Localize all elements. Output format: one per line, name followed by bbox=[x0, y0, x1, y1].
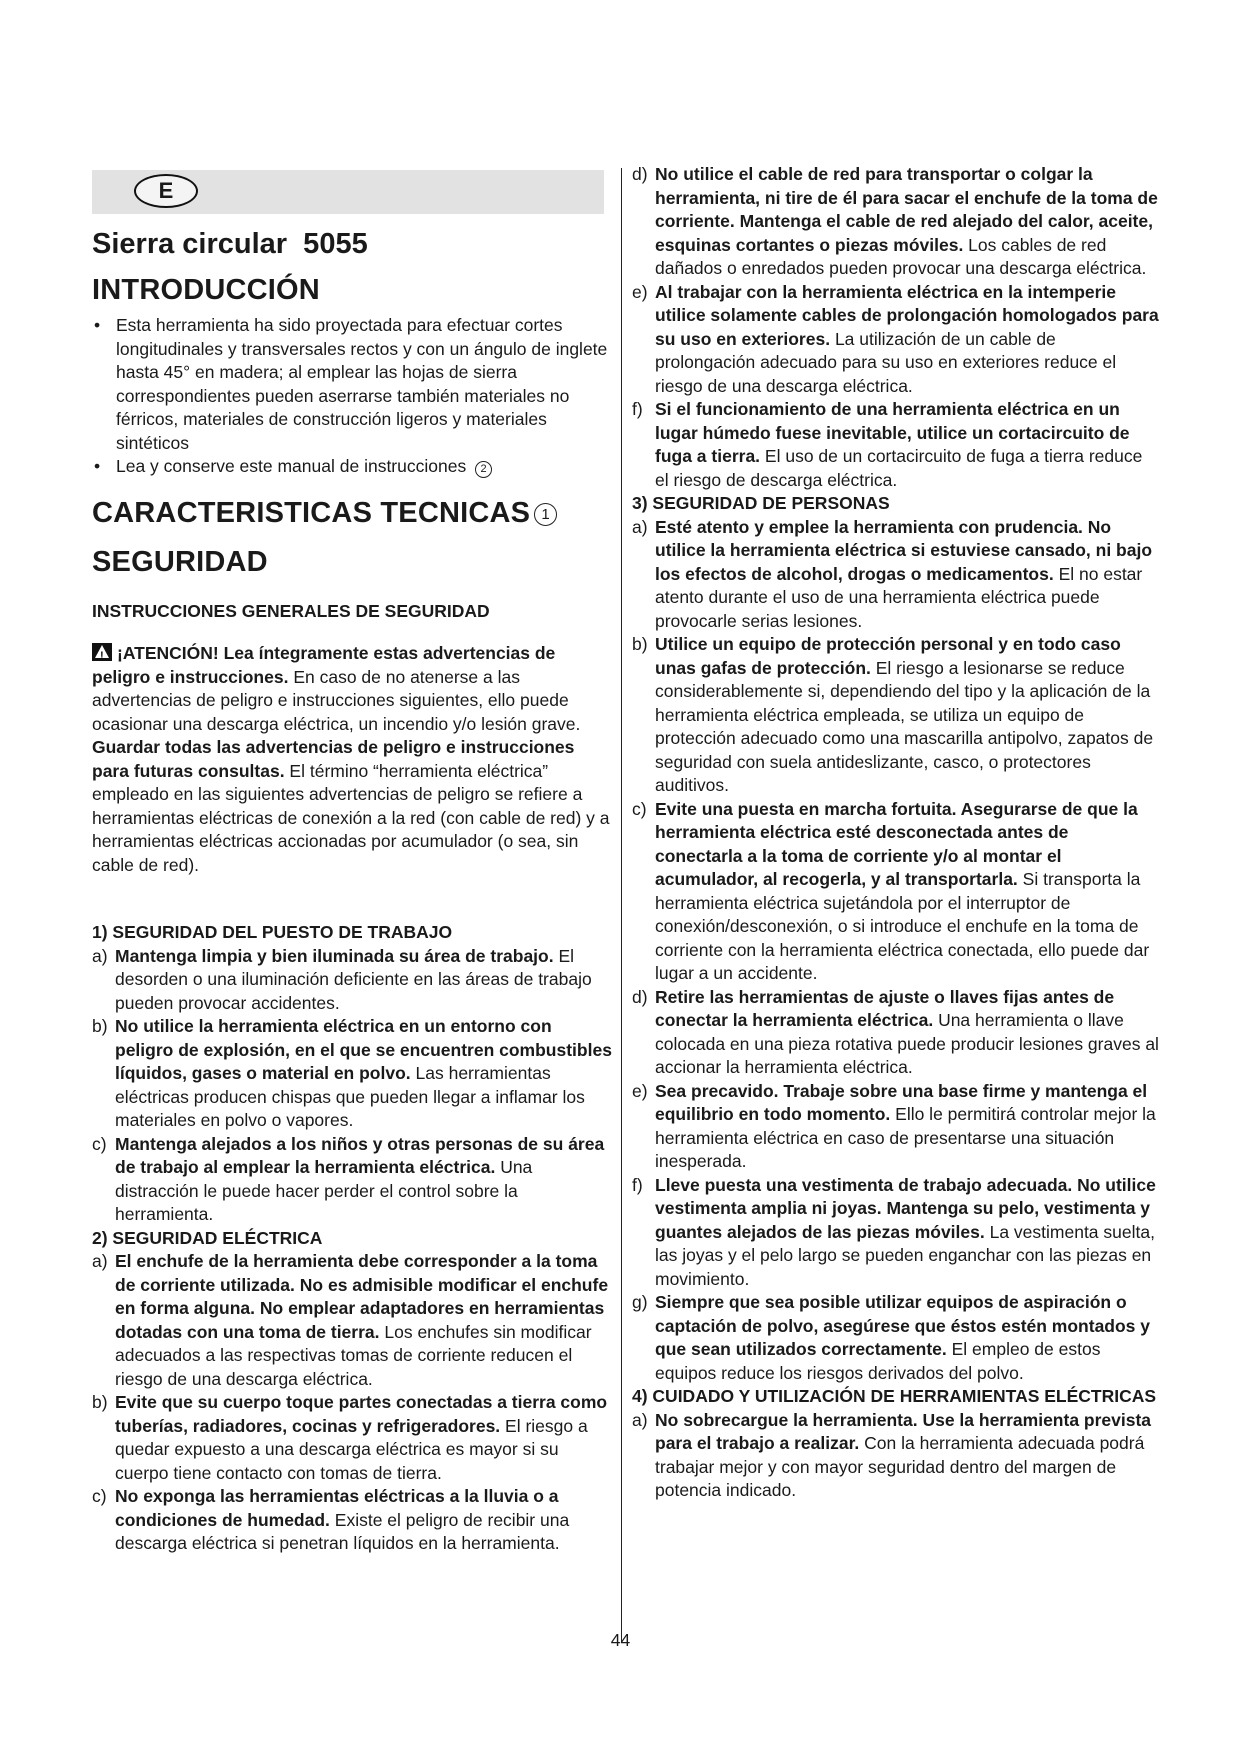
list-item: e) Al trabajar con la herramienta eléctrica en la intemperie utilice solamente cables de prolongación homologados para su uso en exteriores. La utilización de un cable de prolongación adecuado para su uso en exteriores reduce el riesgo de una descarga eléctrica. bbox=[632, 281, 1159, 396]
intro-list bbox=[92, 314, 612, 479]
section-heading: 1) SEGURIDAD DEL PUESTO DE TRABAJO bbox=[92, 922, 453, 942]
language-badge: E bbox=[134, 174, 198, 208]
list-item: c) No exponga las herramientas eléctricas a la lluvia o a condiciones de humedad. Existe el peligro de recibir una descarga eléctrica si penetran líquidos en la herramienta. bbox=[92, 1486, 570, 1553]
list-item: d) Retire las herramientas de ajuste o llaves fijas antes de conectar la herramienta eléctrica. Una herramienta o llave colocada en una pieza rotativa puede producir lesiones graves al accionar la herramienta eléctrica. bbox=[632, 986, 1159, 1077]
intro-bullet: • Lea y conserve este manual de instrucciones 2 bbox=[92, 455, 612, 479]
page-number: 44 bbox=[610, 1630, 631, 1650]
list-item: c) Evite una puesta en marcha fortuita. Asegurarse de que la herramienta eléctrica esté desconectada antes de conectarla a la toma de corriente y/o al montar el acumulador, al recogerla, y al transportarla. Si transporta la herramienta eléctrica sujetándola por el interruptor de conexión/desconexión, o si introduce el enchufe en la toma de corriente con la herramienta eléctrica conectada, ello puede dar lugar a un accidente. bbox=[632, 798, 1150, 983]
intro-heading: INTRODUCCIÓN bbox=[92, 274, 320, 306]
product-title: Sierra circular 5055 bbox=[92, 228, 368, 260]
figure-ref-icon: 1 bbox=[534, 503, 557, 526]
list-item: a) No sobrecargue la herramienta. Use la herramienta prevista para el trabajo a realizar. Con la herramienta adecuada podrá trabajar mejor y con mayor seguridad dentro del margen de potencia indicado. bbox=[632, 1409, 1152, 1500]
intro-bullet: • Esta herramienta ha sido proyectada para efectuar cortes longitudinales y transversales rectos y con un ángulo de inglete hasta 45° en madera; al emplear las hojas de sierra correspondientes pueden aserrarse también materiales no férricos, materiales de construcción ligeros y materiales sintéticos bbox=[92, 314, 612, 455]
list-item: f) Lleve puesta una vestimenta de trabajo adecuada. No utilice vestimenta amplia ni joyas. Mantenga su pelo, vestimenta y guantes alejados de las piezas móviles. La vestimenta suelta, las joyas y el pelo largo se pueden enganchar con las piezas en movimiento. bbox=[632, 1174, 1156, 1289]
list-item: f) Si el funcionamiento de una herramienta eléctrica en un lugar húmedo fuese inevitable, utilice un cortacircuito de fuga a tierra. El uso de un cortacircuito de fuga a tierra reduce el riesgo de descarga eléctrica. bbox=[632, 399, 1143, 490]
list-item: b) No utilice la herramienta eléctrica en un entorno con peligro de explosión, en el que se encuentren combustibles líquidos, gases o material en polvo. Las herramientas eléctricas producen chispas que pueden llegar a inflamar los materiales en polvo o vapores. bbox=[92, 1016, 612, 1130]
general-safety-heading: INSTRUCCIONES GENERALES DE SEGURIDAD bbox=[92, 601, 490, 621]
section-heading: 4) CUIDADO Y UTILIZACIÓN DE HERRAMIENTAS ELÉCTRICAS bbox=[632, 1386, 1157, 1406]
safety-heading: SEGURIDAD bbox=[92, 546, 268, 578]
list-item: a) Mantenga limpia y bien iluminada su área de trabajo. El desorden o una iluminación deficiente en las áreas de trabajo pueden provocar accidentes. bbox=[92, 945, 592, 1013]
section-workplace bbox=[92, 921, 612, 1556]
warning-icon bbox=[92, 643, 112, 661]
warning-paragraph: !¡ATENCIÓN! Lea íntegramente estas advertencias de peligro e instrucciones. En caso de no atenerse a las advertencias de peligro e instrucciones siguientes, ello puede ocasionar una descarga eléctrica, un incendio y/o lesión grave. Guardar todas las advertencias de peligro e instrucciones para futuras consultas. El término “herramienta eléctrica” empleado en las siguientes advertencias de peligro se refiere a herramientas eléctricas de conexión a la red (con cable de red) y a herramientas eléctricas accionadas por acumulador (o sea, sin cable de red). bbox=[92, 642, 612, 877]
list-item: b) Evite que su cuerpo toque partes conectadas a tierra como tuberías, radiadores, cocinas y refrigeradores. El riesgo a quedar expuesto a una descarga eléctrica es mayor si su cuerpo tiene contacto con tomas de tierra. bbox=[92, 1392, 608, 1483]
list-item: c) Mantenga alejados a los niños y otras personas de su área de trabajo al emplear la herramienta eléctrica. Una distracción le puede hacer perder el control sobre la herramienta. bbox=[92, 1133, 605, 1224]
figure-ref-icon: 2 bbox=[475, 461, 492, 478]
right-column bbox=[632, 163, 1160, 1503]
list-item: a) Esté atento y emplee la herramienta con prudencia. No utilice la herramienta eléctrica si estuviese cansado, ni bajo los efectos de alcohol, drogas o medicamentos. El no estar atento durante el uso de una herramienta eléctrica puede provocarle serias lesiones. bbox=[632, 516, 1153, 631]
list-item: e) Sea precavido. Trabaje sobre una base firme y mantenga el equilibrio en todo momento. Ello le permitirá controlar mejor la herramienta eléctrica en caso de presentarse una situación inesperada. bbox=[632, 1080, 1156, 1171]
list-item: d) No utilice el cable de red para transportar o colgar la herramienta, ni tire de él para sacar el enchufe de la toma de corriente. Mantenga el cable de red alejado del calor, aceite, esquinas cortantes o piezas móviles. Los cables de red dañados o enredados pueden provocar una descarga eléctrica. bbox=[632, 164, 1158, 278]
list-item: a) El enchufe de la herramienta debe corresponder a la toma de corriente utilizada. No es admisible modificar el enchufe en forma alguna. No emplear adaptadores en herramientas dotadas con una toma de tierra. Los enchufes sin modificar adecuados a las respectivas tomas de corriente reducen el riesgo de una descarga eléctrica. bbox=[92, 1251, 609, 1389]
language-bar bbox=[92, 170, 604, 214]
list-item: g) Siempre que sea posible utilizar equipos de aspiración o captación de polvo, asegúrese que éstos estén montados y que sean utilizados correctamente. El empleo de estos equipos reduce los riesgos derivados del polvo. bbox=[632, 1292, 1151, 1383]
section-heading: 2) SEGURIDAD ELÉCTRICA bbox=[92, 1227, 323, 1248]
list-item: b) Utilice un equipo de protección personal y en todo caso unas gafas de protección. El riesgo a lesionarse se reduce considerablemente si, dependiendo del tipo y la aplicación de la herramienta eléctrica empleada, se utiliza un equipo de protección adecuado como una mascarilla antipolvo, zapatos de seguridad con suela antideslizante, casco, o protectores auditivos. bbox=[632, 634, 1154, 795]
column-divider bbox=[621, 168, 622, 1643]
tech-heading: CARACTERISTICAS TECNICAS 1 bbox=[92, 497, 557, 530]
section-heading: 3) SEGURIDAD DE PERSONAS bbox=[632, 493, 890, 513]
